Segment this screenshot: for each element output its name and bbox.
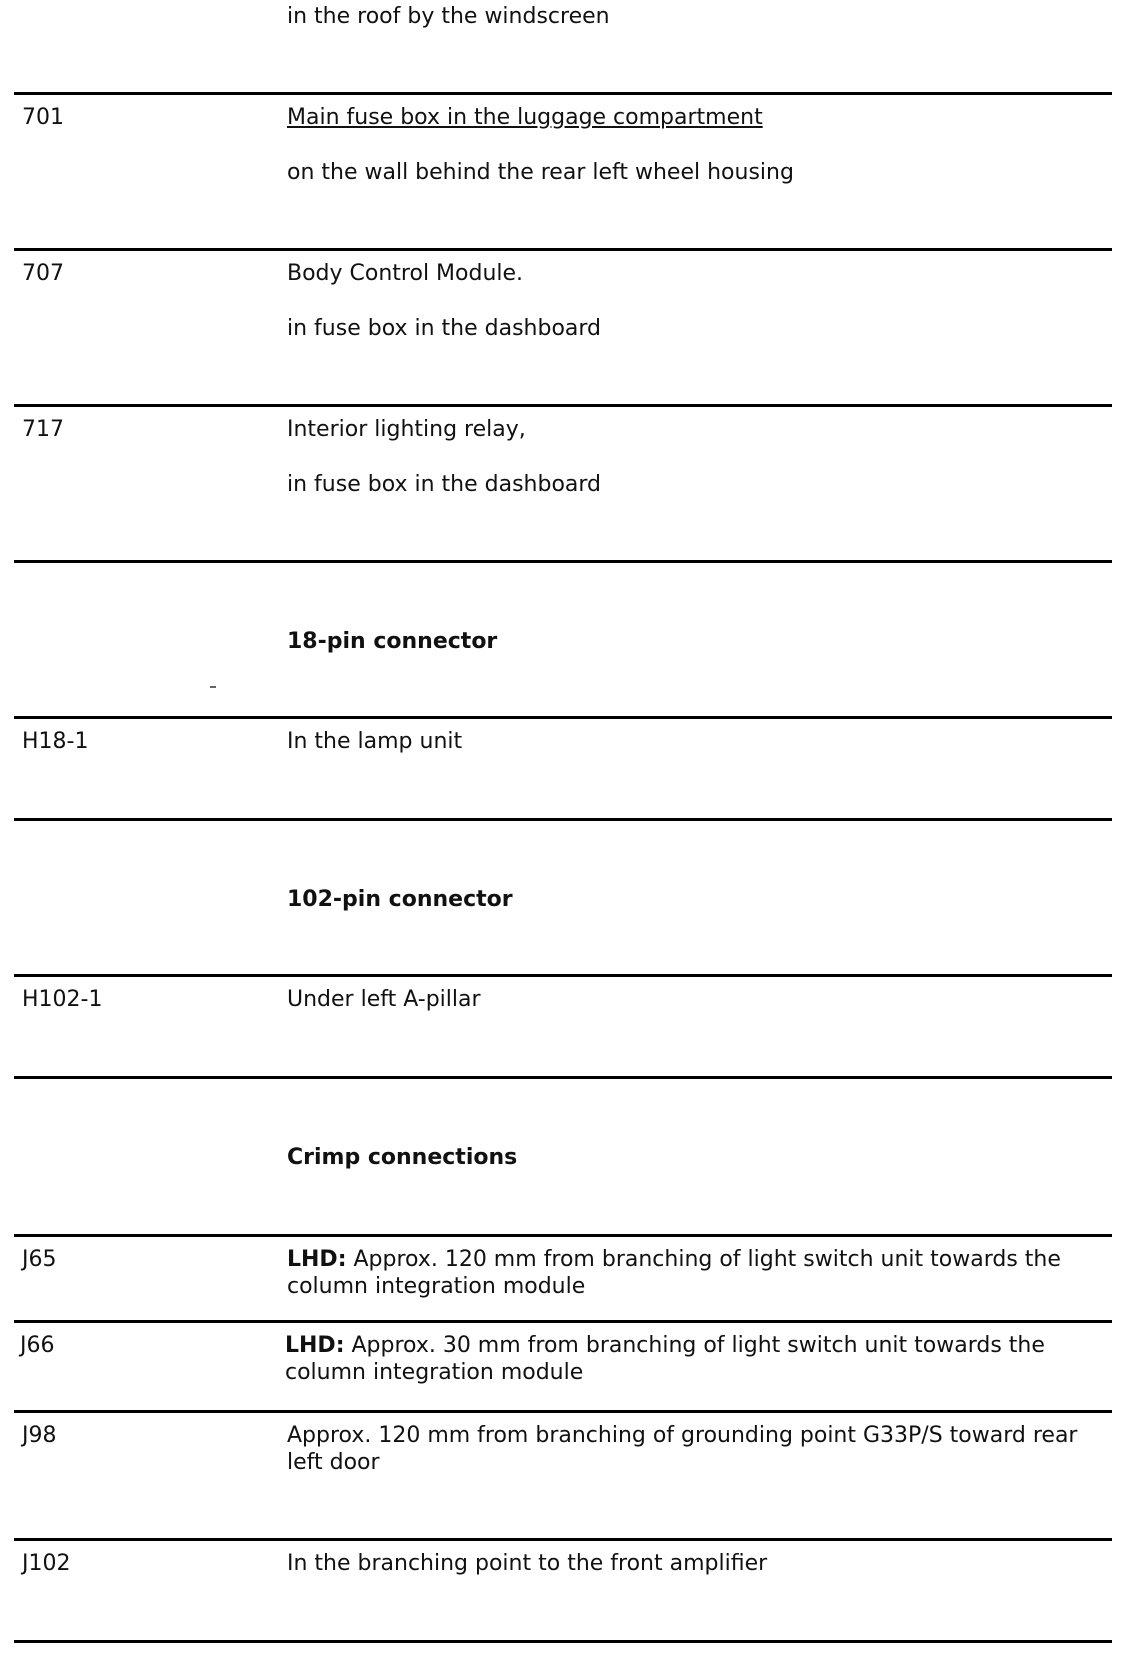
row-title: Body Control Module. [287,261,524,286]
row-detail: on the wall behind the rear left wheel housing [287,160,794,185]
divider [14,1538,1112,1541]
row-code: H18-1 [22,729,89,754]
divider [14,1234,1112,1237]
row-detail: in fuse box in the dashboard [287,316,602,341]
row-desc: Under left A-pillar [287,987,481,1012]
section-heading: 102-pin connector [287,887,513,912]
row-desc-text: Approx. 120 mm from branching of light switch unit towards the column integration module [287,1247,1061,1299]
divider [14,92,1112,95]
stray-mark [210,686,216,688]
intro-text: in the roof by the windscreen [287,4,610,29]
row-desc: Approx. 120 mm from branching of grounding point G33P/S toward rear left door [287,1423,1078,1475]
divider [14,560,1112,563]
row-code: J98 [22,1423,57,1448]
lhd-label: LHD: [285,1333,345,1358]
row-desc [285,1332,1105,1386]
row-desc: In the branching point to the front amplifier [287,1551,768,1576]
divider [14,1320,1112,1323]
row-desc [287,1246,1107,1300]
row-code: J66 [20,1333,55,1358]
row-code: 717 [22,417,64,442]
divider [14,1640,1112,1643]
row-detail: in fuse box in the dashboard [287,472,602,497]
row-code: 707 [22,261,64,286]
divider [14,1076,1112,1079]
row-code: 701 [22,105,64,130]
row-title-link[interactable]: Main fuse box in the luggage compartment [287,105,763,130]
row-desc-text: Approx. 30 mm from branching of light switch unit towards the column integration module [285,1333,1045,1385]
row-code: J65 [22,1247,57,1272]
divider [14,404,1112,407]
divider [14,974,1112,977]
section-heading: 18-pin connector [287,629,498,654]
row-code: H102-1 [22,987,103,1012]
divider [14,716,1112,719]
section-heading: Crimp connections [287,1145,518,1170]
divider [14,248,1112,251]
lhd-label: LHD: [287,1247,347,1272]
row-desc: In the lamp unit [287,729,463,754]
divider [14,1410,1112,1413]
row-title: Interior lighting relay, [287,417,526,442]
row-code: J102 [22,1551,71,1576]
divider [14,818,1112,821]
